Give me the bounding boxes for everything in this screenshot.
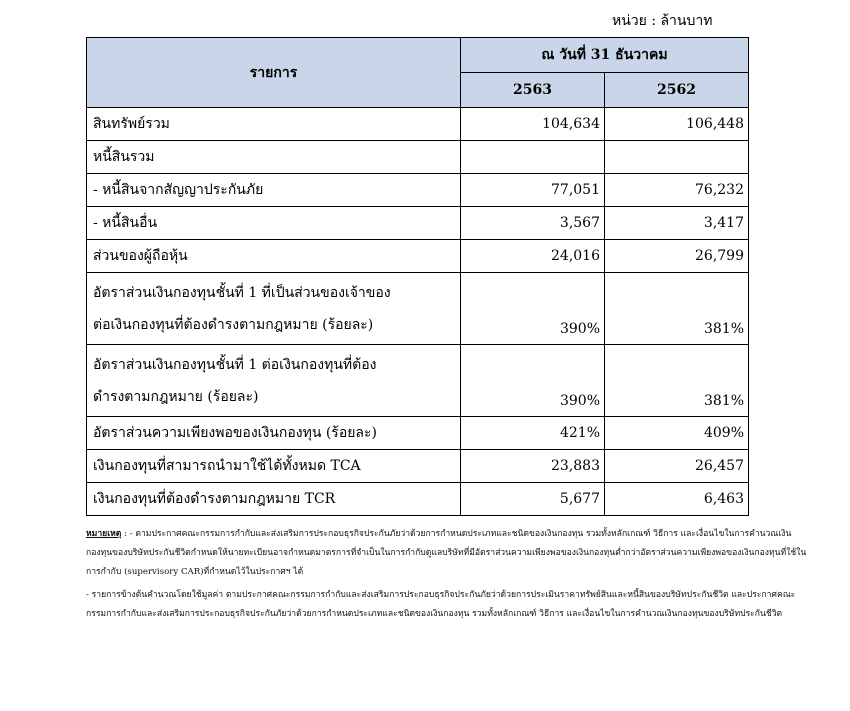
row-label: หนี้สินรวม <box>87 141 461 174</box>
row-label: เงินกองทุนที่ต้องดำรงตามกฎหมาย TCR <box>87 483 461 516</box>
value-2562: 3,417 <box>605 207 749 240</box>
table-row <box>87 240 749 273</box>
row-label-line1: อัตราส่วนเงินกองทุนชั้นที่ 1 ต่อเงินกองทุนที่ต้อง <box>93 356 377 373</box>
header-item: รายการ <box>87 38 461 108</box>
table-row <box>87 483 749 516</box>
value-2562: 6,463 <box>605 483 749 516</box>
value-2563: 3,567 <box>461 207 605 240</box>
financial-summary-table <box>86 37 749 516</box>
row-label-line2: ดำรงตามกฎหมาย (ร้อยละ) <box>93 388 259 405</box>
footnote-label: หมายเหตุ <box>86 529 122 539</box>
value-2563: 23,883 <box>461 450 605 483</box>
table-row <box>87 141 749 174</box>
row-label: เงินกองทุนที่สามารถนำมาใช้ได้ทั้งหมด TCA <box>87 450 461 483</box>
row-label: อัตราส่วนความเพียงพอของเงินกองทุน (ร้อยละ) <box>87 417 461 450</box>
table-row <box>87 108 749 141</box>
footnote-1-text: : - ตามประกาศคณะกรรมการกำกับและส่งเสริมการประกอบธุรกิจประกันภัยว่าด้วยการกำหนดประเภทและชนิดของเงินกองทุน รวมทั้งหลักเกณฑ์ วิธีการ และเงื่อนไขในการคำนวณเงินกองทุนของบริษัทประกันชีวิตกำหนดให้นายทะเบียนอาจกำหนดมาตรการที่จำเป็นในการกำกับดูแลบริษัทที่มีอัตราส่วนความเพียงพอของเงินกองทุนต่ำกว่าอัตราส่วนความเพียงพอของเงินกองทุนที่ใช้ในการกำกับ (supervisory CAR)ที่กำหนดไว้ในประกาศฯ ได้ <box>86 529 807 577</box>
value-2563: 77,051 <box>461 174 605 207</box>
header-year-2563: 2563 <box>461 73 605 108</box>
value-2563: 390% <box>461 273 605 345</box>
table-row <box>87 450 749 483</box>
value-2562: 381% <box>605 273 749 345</box>
row-label <box>87 345 461 417</box>
value-2563: 421% <box>461 417 605 450</box>
value-2562 <box>605 141 749 174</box>
footnote-2 <box>86 586 808 624</box>
value-2563: 5,677 <box>461 483 605 516</box>
table-row <box>87 417 749 450</box>
row-label <box>87 273 461 345</box>
value-2563 <box>461 141 605 174</box>
value-2562: 106,448 <box>605 108 749 141</box>
row-label: - หนี้สินจากสัญญาประกันภัย <box>87 174 461 207</box>
table-row <box>87 345 749 417</box>
footnote-1 <box>86 525 808 582</box>
table-header-row <box>87 38 749 73</box>
footnote-2-text: - รายการข้างต้นคำนวณโดยใช้มูลค่า ตามประกาศคณะกรรมการกำกับและส่งเสริมการประกอบธุรกิจประกันภัยว่าด้วยการประเมินราคาทรัพย์สินและหนี้สินของบริษัทประกันชีวิต และประกาศคณะกรรมการกำกับและส่งเสริมการประกอบธุรกิจประกันภัยว่าด้วยการกำหนดประเภทและชนิดของเงินกองทุน รวมทั้งหลักเกณฑ์ วิธีการ และเงื่อนไขในการคำนวณเงินกองทุนของบริษัทประกันชีวิต <box>86 590 796 619</box>
value-2562: 381% <box>605 345 749 417</box>
value-2563: 24,016 <box>461 240 605 273</box>
row-label-line1: อัตราส่วนเงินกองทุนชั้นที่ 1 ที่เป็นส่วนของเจ้าของ <box>93 284 391 301</box>
value-2562: 26,457 <box>605 450 749 483</box>
table-row <box>87 273 749 345</box>
row-label: - หนี้สินอื่น <box>87 207 461 240</box>
header-period: ณ วันที่ 31 ธันวาคม <box>461 38 749 73</box>
table-row <box>87 174 749 207</box>
value-2562: 409% <box>605 417 749 450</box>
table-row <box>87 207 749 240</box>
header-year-2562: 2562 <box>605 73 749 108</box>
unit-label: หน่วย : ล้านบาท <box>612 13 713 29</box>
value-2562: 26,799 <box>605 240 749 273</box>
value-2562: 76,232 <box>605 174 749 207</box>
row-label: สินทรัพย์รวม <box>87 108 461 141</box>
row-label-line2: ต่อเงินกองทุนที่ต้องดำรงตามกฎหมาย (ร้อยละ) <box>93 316 374 333</box>
row-label: ส่วนของผู้ถือหุ้น <box>87 240 461 273</box>
value-2563: 390% <box>461 345 605 417</box>
value-2563: 104,634 <box>461 108 605 141</box>
footnotes <box>86 525 808 624</box>
